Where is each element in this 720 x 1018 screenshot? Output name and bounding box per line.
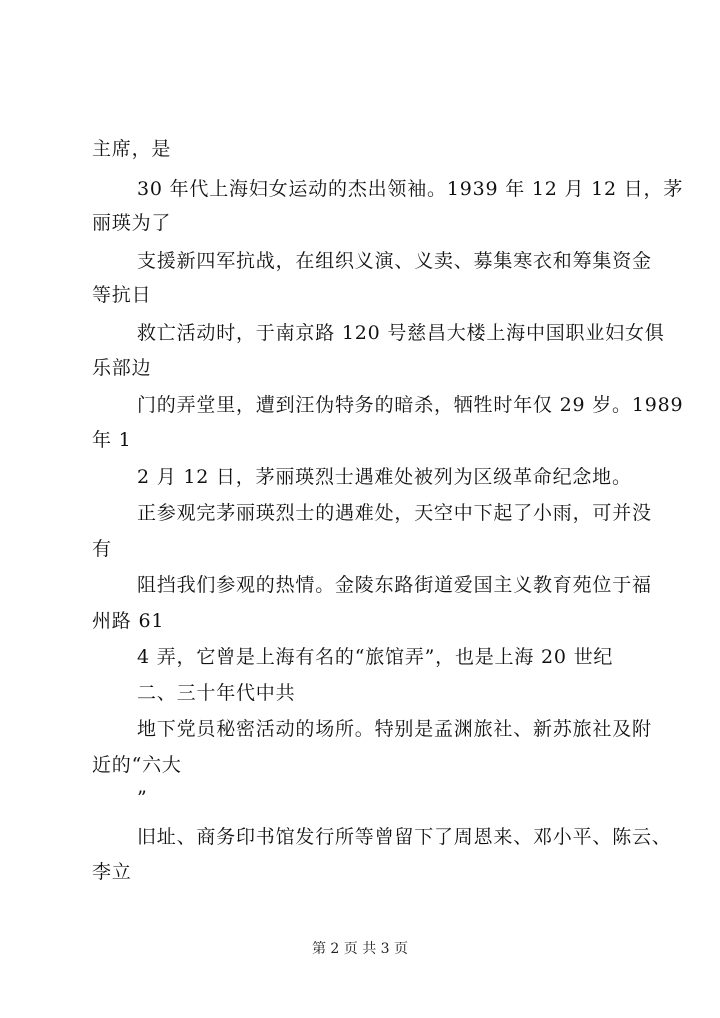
page-footer: 第 2 页 共 3 页 bbox=[311, 941, 409, 957]
text-line: 近的“六大 bbox=[92, 754, 182, 776]
text-line: 有 bbox=[92, 538, 112, 560]
text-line: 州路 61 bbox=[92, 610, 165, 632]
text-line: 救亡活动时，于南京路 120 号慈昌大楼上海中国职业妇女俱 bbox=[137, 322, 665, 344]
text-line: 丽瑛为了 bbox=[92, 212, 172, 234]
text-line: 30 年代上海妇女运动的杰出领袖。1939 年 12 月 12 日，茅 bbox=[137, 178, 684, 200]
text-line: 乐部边 bbox=[92, 357, 152, 379]
text-line: 门的弄堂里，遭到汪伪特务的暗杀，牺牲时年仅 29 岁。1989 bbox=[137, 394, 684, 416]
text-line: 二、三十年代中共 bbox=[137, 682, 296, 704]
text-line: 阻挡我们参观的热情。金陵东路街道爱国主义教育苑位于福 bbox=[137, 574, 652, 596]
text-line: 2 月 12 日，茅丽瑛烈士遇难处被列为区级革命纪念地。 bbox=[137, 466, 632, 488]
text-line: 支援新四军抗战，在组织义演、义卖、募集寒衣和筹集资金 bbox=[137, 250, 652, 272]
text-line: 等抗日 bbox=[92, 284, 152, 306]
text-line: 正参观完茅丽瑛烈士的遇难处，天空中下起了小雨，可并没 bbox=[137, 502, 652, 524]
text-line: 李立 bbox=[92, 861, 132, 883]
text-line: 年 1 bbox=[92, 429, 132, 451]
text-line: 旧址、商务印书馆发行所等曾留下了周恩来、邓小平、陈云、 bbox=[137, 826, 672, 848]
text-line: ” bbox=[137, 787, 148, 809]
text-line: 4 弄，它曾是上海有名的“旅馆弄”，也是上海 20 世纪 bbox=[137, 646, 614, 668]
text-line: 地下党员秘密活动的场所。特别是孟渊旅社、新苏旅社及附 bbox=[137, 718, 652, 740]
text-line: 主席，是 bbox=[92, 138, 172, 160]
